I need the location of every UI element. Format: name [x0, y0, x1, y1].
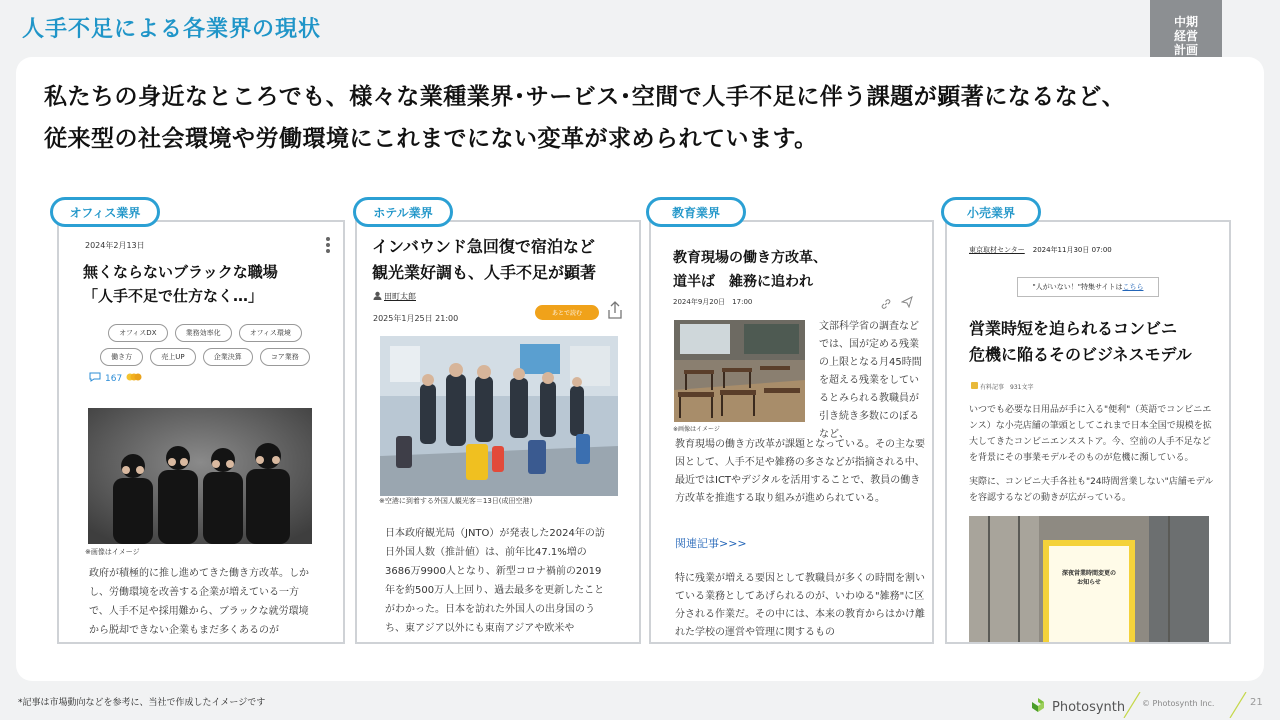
- article-datetime: 2024年11月30日 07:00: [1032, 246, 1112, 254]
- keyword-pill[interactable]: オフィスDX: [108, 324, 167, 342]
- tag-retail: 小売業界: [941, 197, 1041, 227]
- lead-line-1: 私たちの身近なところでも、様々な業種業界･サービス･空間で人手不足に伴う課題が顕著になるなど、: [44, 84, 1126, 110]
- tag-pills: [85, 320, 325, 368]
- author-name[interactable]: 田町太郎: [384, 292, 416, 301]
- article-card-office[interactable]: [57, 220, 345, 644]
- link-icon[interactable]: [881, 294, 891, 313]
- footer-note: *記事は市場動向などを参考に、当社で作成したイメージです: [18, 698, 266, 708]
- article-body-2: 実際に、コンビニ大手各社も"24時間営業しない"店舗モデルを容認するなどの動きが広がっている。: [969, 477, 1214, 503]
- article-photo-hotel: [380, 336, 618, 496]
- article-headline: [372, 234, 596, 286]
- footer-divider: [1122, 692, 1142, 718]
- comment-icon[interactable]: [89, 372, 101, 385]
- headline-line-1: インバウンド急回復で宿泊など: [372, 237, 595, 256]
- article-photo-retail: [969, 516, 1209, 644]
- keyword-pill[interactable]: 企業決算: [203, 348, 253, 366]
- reaction-icon[interactable]: [126, 373, 142, 384]
- photo-caption: ※画像はイメージ: [673, 426, 720, 433]
- photo-caption: ※空港に到着する外国人観光客＝13日(成田空港): [379, 497, 533, 505]
- article-source-line: [969, 245, 1112, 255]
- article-date: 2024年9月20日 17:00: [673, 298, 753, 306]
- related-articles-link[interactable]: 関連記事>>>: [675, 537, 747, 550]
- special-site-text: "人がいない！"特集サイトは: [1032, 283, 1123, 291]
- page-number: 21: [1250, 697, 1263, 708]
- photo-caption: ※画像はイメージ: [85, 548, 140, 556]
- article-meta: [971, 382, 1033, 391]
- share-icon[interactable]: [607, 300, 623, 324]
- special-site-banner[interactable]: [1017, 277, 1159, 297]
- article-body: 日本政府観光局（JNTO）が発表した2024年の訪日外国人数（推計値）は、前年比47.1%増の3686万9900人となり、新型コロナ禍前の2019年を約500万人上回り、過去最多を更新したことがわかった。日本を訪れた外国人の出身国のうち、東アジア以外にも東南アジアや欧米や: [385, 528, 605, 634]
- article-body-2: 特に残業が増える要因として教職員が多くの時間を割いている業務としてあげられるのが、いわゆる"雑務"に区分される作業だ。その中には、本来の教育からはかけ離れた学校の運営や管理に関するもの: [675, 573, 925, 638]
- lead-text: [44, 76, 1125, 160]
- article-card-hotel[interactable]: [355, 220, 641, 644]
- article-side-text: 文部科学省の調査などでは、国が定める残業の上限となる月45時間を超える残業をしているとみられる教職員が引き続き多数にのぼるなど、: [819, 321, 922, 440]
- headline-line-2: 危機に陥るそのビジネスモデル: [969, 345, 1192, 364]
- article-photo-education: [674, 320, 805, 422]
- article-body: いつでも必要な日用品が手に入る"便利"（英語でコンビニエンス）な小売店舗の筆頭としてこれまで日本全国で規模を拡大してきたコンビニエンスストア。今、空前の人手不足などを背景にその事業モデルそのものが危機に瀕している。: [969, 405, 1212, 463]
- article-headline: [969, 316, 1192, 368]
- keyword-pill[interactable]: 働き方: [100, 348, 143, 366]
- article-date: 2024年2月13日: [85, 241, 145, 250]
- headline-line-1: 教育現場の働き方改革、: [673, 250, 827, 266]
- lead-line-2: 従来型の社会環境や労働環境にこれまでにない変革が求められています。: [44, 126, 818, 152]
- article-source[interactable]: 東京取材センター: [969, 246, 1025, 254]
- article-datetime: 2025年1月25日 21:00: [373, 314, 459, 323]
- section-badge-line: 中期: [1173, 15, 1198, 29]
- paid-icon: [971, 382, 978, 391]
- article-meta-text: 有料記事 931文字: [980, 384, 1034, 391]
- tag-office: オフィス業界: [50, 197, 160, 227]
- user-icon: [373, 291, 382, 302]
- reactions-bar: [89, 372, 142, 385]
- section-badge-line: 経営: [1173, 29, 1198, 43]
- article-headline: [83, 260, 278, 308]
- footer-brand: [1030, 697, 1125, 717]
- tag-hotel: ホテル業界: [353, 197, 453, 227]
- headline-line-1: 無くならないブラックな職場: [83, 263, 278, 281]
- brand-name: Photosynth: [1052, 699, 1126, 715]
- comment-count: 167: [105, 373, 123, 384]
- headline-line-1: 営業時短を迫られるコンビニ: [969, 319, 1178, 338]
- footer-divider-2: [1228, 692, 1248, 718]
- keyword-pill[interactable]: オフィス環境: [239, 324, 302, 342]
- headline-line-2: 観光業好調も、人手不足が顕著: [372, 263, 597, 282]
- photosynth-logo-icon: [1030, 697, 1046, 717]
- article-card-retail[interactable]: [945, 220, 1231, 644]
- read-later-button[interactable]: あとで読む: [535, 305, 599, 320]
- keyword-pill[interactable]: 売上UP: [150, 348, 195, 366]
- article-body: 政府が積極的に推し進めてきた働き方改革。しかし、労働環境を改善する企業が増えている一方で、人手不足や採用難から、ブラックな就労環境から脱却できない企業もまだ多くあるのが: [89, 568, 309, 636]
- article-card-education[interactable]: [649, 220, 934, 644]
- section-badge-line: 計画: [1173, 43, 1198, 57]
- keyword-pill[interactable]: コア業務: [260, 348, 310, 366]
- notice-sign-title: 深夜営業時間変更の お知らせ: [1061, 570, 1116, 586]
- article-headline: [673, 246, 827, 294]
- keyword-pill[interactable]: 業務効率化: [175, 324, 232, 342]
- headline-line-2: 「人手不足で仕方なく…」: [83, 287, 264, 305]
- article-body: 教育現場の働き方改革が課題となっている。その主な要因として、人手不足や雑務の多さなどが指摘される中、最近ではICTやデジタルを活用することで、教員の働き方改革を推進する取り組みが進められている。: [675, 439, 925, 504]
- send-icon[interactable]: [901, 293, 913, 312]
- article-photo-office: [88, 408, 312, 544]
- copyright: © Photosynth Inc.: [1142, 699, 1215, 708]
- dots-vertical-icon[interactable]: [325, 236, 331, 254]
- headline-line-2: 道半ば 雑務に追われ: [673, 274, 813, 290]
- special-site-link[interactable]: こちら: [1122, 283, 1144, 291]
- page-title: 人手不足による各業界の現状: [22, 17, 322, 42]
- author-line[interactable]: [373, 291, 416, 302]
- tag-education: 教育業界: [646, 197, 746, 227]
